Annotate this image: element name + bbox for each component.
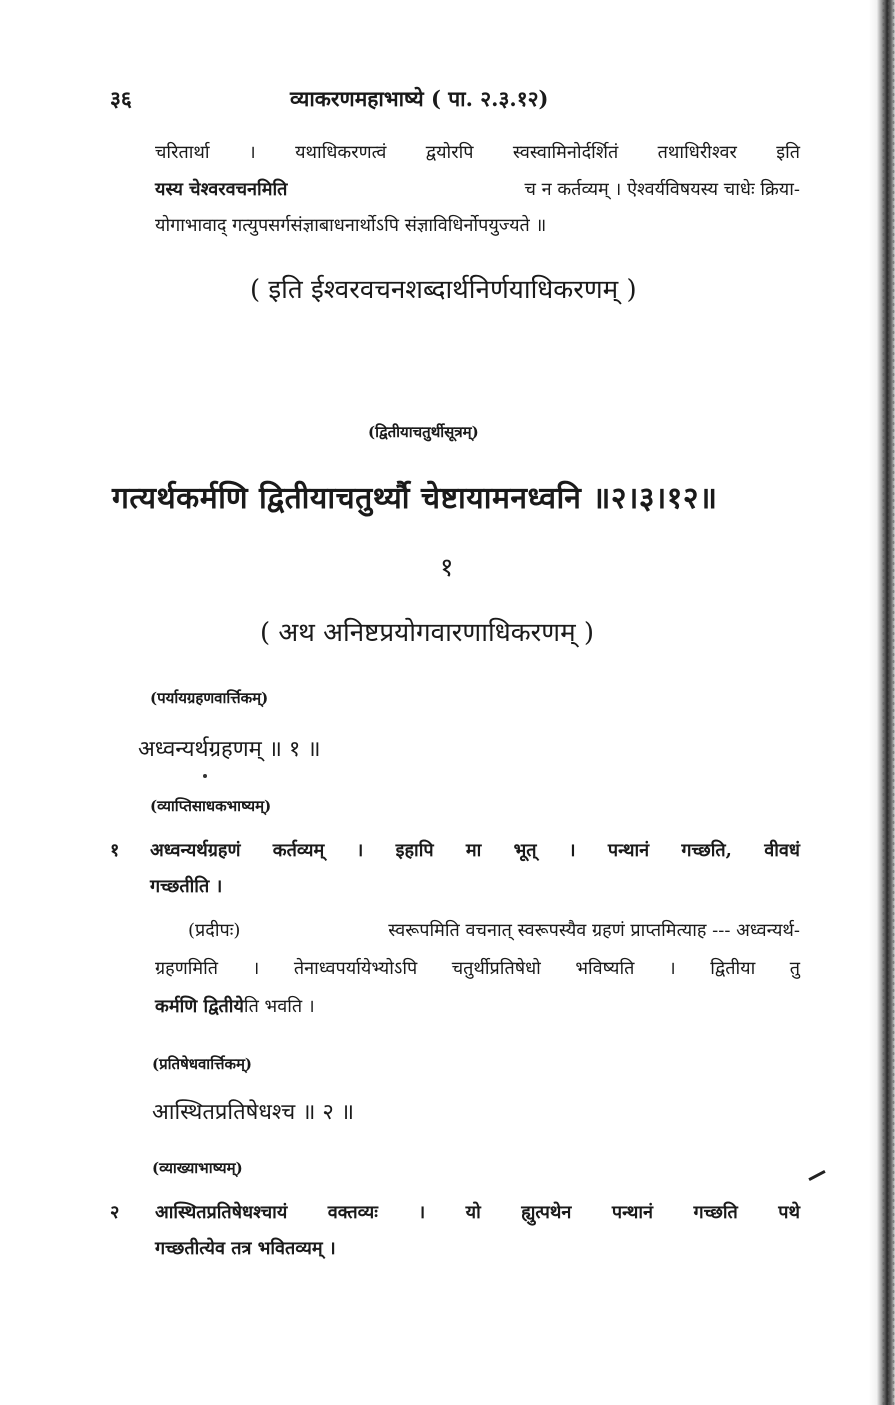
bhashya-line: गच्छतीति ।: [150, 876, 223, 897]
sutra-text: गत्यर्थकर्मणि द्वितीयाचतुर्थ्यौ चेष्टायामनध्वनि ॥२।३।१२॥: [112, 481, 718, 516]
paragraph-text: च न कर्तव्यम् । ऐश्वर्यविषयस्य चाधेः क्रिया-: [524, 179, 800, 200]
adhikarana-end-heading: ( इति ईश्वरवचनशब्दार्थनिर्णयाधिकरणम् ): [250, 275, 637, 305]
running-title: व्याकरणमहाभाष्ये ( पा. २.३.१२): [290, 86, 549, 111]
bold-phrase: कर्मणि द्वितीये: [155, 996, 244, 1017]
bhashya-label: (व्याप्तिसाधकभाष्यम्): [150, 797, 272, 815]
bhashya-label: (व्याख्याभाष्यम्): [152, 1159, 243, 1177]
bhashya-line: अध्वन्यर्थग्रहणं कर्तव्यम् । इहापि मा भूत् । पन्थानं गच्छति, वीवधं: [150, 840, 800, 861]
ink-speck: [203, 774, 207, 778]
sutra-label: (द्वितीयाचतुर्थीसूत्रम्): [368, 423, 479, 441]
bhashya-number: २: [110, 1202, 120, 1223]
bhashya-line: गच्छतीत्येव तत्र भवितव्यम् ।: [155, 1238, 336, 1259]
section-number: १: [440, 553, 454, 583]
bhashya-number: १: [110, 840, 120, 861]
pradipa-line: [188, 918, 800, 942]
vartika-text: आस्थितप्रतिषेधश्च ॥ २ ॥: [152, 1100, 354, 1125]
pradipa-label: (प्रदीपः): [188, 920, 241, 941]
pradipa-text: स्वरूपमिति वचनात् स्वरूपस्यैव ग्रहणं प्राप्तमित्याह --- अध्वन्यर्थ-: [388, 920, 800, 941]
pradipa-line: [155, 994, 315, 1018]
scan-noise: [881, 0, 895, 1405]
pradipa-text: ति भवति ।: [243, 996, 315, 1017]
page-number: ३६: [110, 86, 132, 111]
vartika-label: (प्रतिषेधवार्त्तिकम्): [152, 1055, 253, 1073]
paragraph-line: योगाभावाद् गत्युपसर्गसंज्ञाबाधनार्थोऽपि संज्ञाविधिर्नोपयुज्यते ॥: [155, 215, 547, 236]
vartika-label: (पर्यायग्रहणवार्त्तिकम्): [150, 689, 269, 707]
adhikarana-start-heading: ( अथ अनिष्टप्रयोगवारणाधिकरणम् ): [260, 618, 595, 648]
vartika-text: अध्वन्यर्थग्रहणम् ॥ १ ॥: [138, 737, 321, 762]
bhashya-line: आस्थितप्रतिषेधश्चायं वक्तव्यः । यो ह्युत्पथेन पन्थानं गच्छति पथे: [155, 1202, 800, 1223]
pencil-mark: [808, 1170, 825, 1181]
paragraph-line: चरितार्था । यथाधिकरणत्वं द्वयोरपि स्वस्वामिनोर्दर्शितं तथाधिरीश्वर इति: [155, 142, 800, 163]
pradipa-line: ग्रहणमिति । तेनाध्वपर्यायेभ्योऽपि चतुर्थीप्रतिषेधो भविष्यति । द्वितीया तु: [155, 958, 800, 979]
bold-phrase: यस्य चेश्वरवचनमिति: [155, 179, 288, 200]
paragraph-line: [155, 177, 800, 201]
